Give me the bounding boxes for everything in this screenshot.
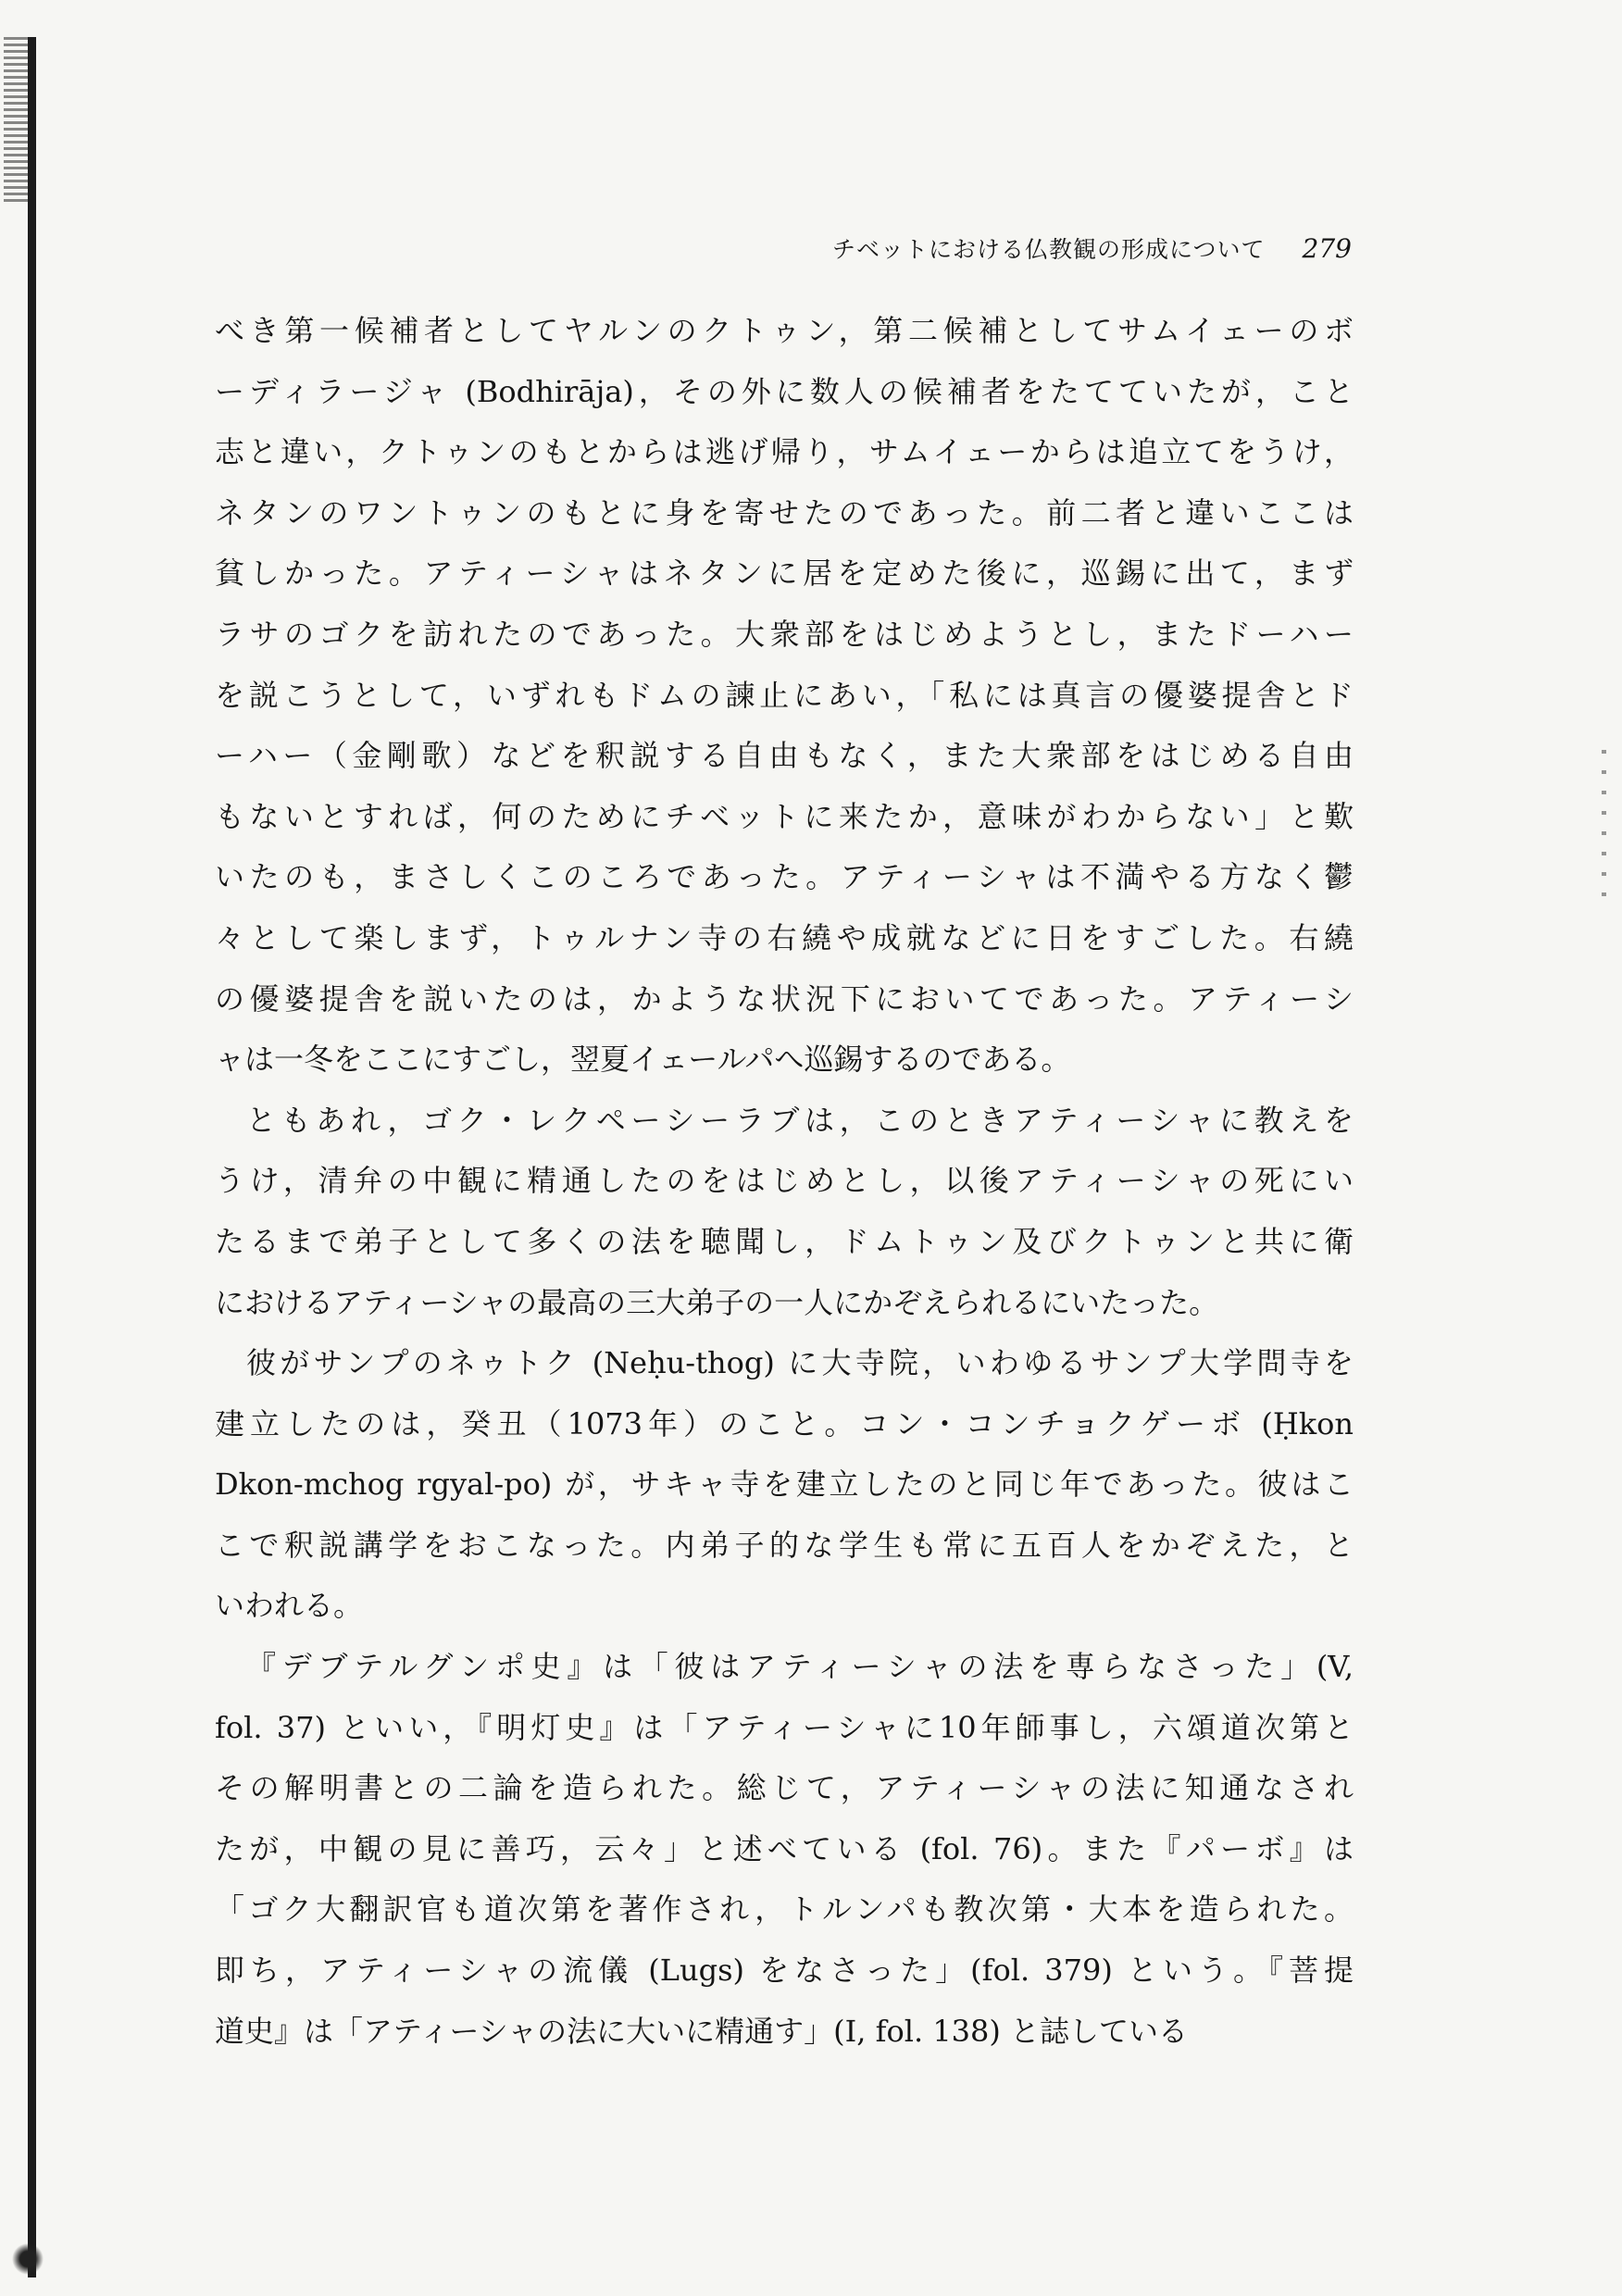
text-line: べき第一候補者としてヤルンのクトゥン，第二候補としてサムイェーのボ (215, 313, 1354, 348)
running-title: チベットにおける仏教観の形成について (832, 236, 1266, 263)
page-header (759, 231, 1352, 265)
binding-mark (9, 2240, 46, 2277)
text-line: Dkon-mchog rgyal-po) が，サキャ寺を建立したのと同じ年であった。彼はこ (215, 1466, 1354, 1503)
body-text (215, 301, 1354, 2062)
margin-scan-marks (1602, 750, 1606, 907)
text-line: その解明書との二論を造られた。総じて，アティーシャの法に知通なされ (215, 1770, 1354, 1806)
text-line: の優婆提舎を説いたのは，かような状況下においてであった。アティーシ (215, 980, 1354, 1017)
text-line: いわれる。 (215, 1588, 364, 1624)
text-line: におけるアティーシャの最高の三大弟子の一人にかぞえられるにいたった。 (215, 1284, 1219, 1320)
text-line: 彼がサンプのネゥトク (Neḥu-thog) に大寺院，いわゆるサンプ大学問寺を (246, 1345, 1354, 1381)
text-line: 『デブテルグンポ史』は「彼はアティーシャの法を専らなさった」(V, (246, 1649, 1354, 1685)
text-line: ネタンのワントゥンのもとに身を寄せたのであった。前二者と違いここは (215, 494, 1354, 530)
text-line: 建立したのは，癸丑（1073年）のこと。コン・コンチョクゲーボ (Ḥkon (215, 1405, 1354, 1441)
text-line: を説こうとして，いずれもドムの諫止にあい，「私には真言の優婆提舎とド (215, 677, 1354, 713)
text-line: 志と違い，クトゥンのもとからは逃げ帰り，サムイェーからは追立てをうけ， (215, 434, 1354, 470)
page-number: 279 (1302, 233, 1352, 264)
text-line: ーハー（金剛歌）などを釈説する自由もなく，また大衆部をはじめる自由 (215, 738, 1354, 774)
text-line: 々として楽しまず，トゥルナン寺の右繞や成就などに日をすごした。右繞 (215, 919, 1354, 955)
text-line: もないとすれば，何のためにチベットに来たか，意味がわからない」と歎 (215, 798, 1354, 834)
text-line: うけ，清弁の中観に精通したのをはじめとし，以後アティーシャの死にい (215, 1163, 1354, 1199)
text-line: ャは一冬をここにすごし，翌夏イェールパへ巡錫するのである。 (215, 1042, 1071, 1078)
text-line: 「ゴク大翻訳官も道次第を著作され，トルンパも教次第・大本を造られた。 (215, 1891, 1354, 1928)
text-line: 道史』は「アティーシャの法に大いに精通す」(I, fol. 138) と誌している (215, 2013, 1189, 2049)
text-line: たが，中観の見に善巧，云々」と述べている (fol. 76)。また『パーボ』は (215, 1830, 1354, 1866)
text-line: ともあれ，ゴク・レクペーシーラブは，このときアティーシャに教えを (246, 1102, 1354, 1138)
book-spine-shadow (28, 37, 36, 2277)
text-line: fol. 37) といい，『明灯史』は「アティーシャに10年師事し，六頌道次第と (215, 1709, 1354, 1745)
page-edge-marks (4, 37, 28, 204)
text-line: こで釈説講学をおこなった。内弟子的な学生も常に五百人をかぞえた，と (215, 1527, 1354, 1563)
text-line: いたのも，まさしくこのころであった。アティーシャは不満やる方なく鬱 (215, 859, 1354, 895)
text-line: 即ち，アティーシャの流儀 (Lugs) をなさった」(fol. 379) という。『菩提 (215, 1953, 1354, 1989)
text-line: 貧しかった。アティーシャはネタンに居を定めた後に，巡錫に出て，まず (215, 555, 1354, 592)
text-line: ラサのゴクを訪れたのであった。大衆部をはじめようとし，またドーハー (215, 616, 1354, 652)
text-line: たるまで弟子として多くの法を聴聞し，ドムトゥン及びクトゥンと共に衛 (215, 1223, 1354, 1259)
text-line: ーディラージャ (Bodhirāja)，その外に数人の候補者をたてていたが，こと (215, 373, 1354, 409)
